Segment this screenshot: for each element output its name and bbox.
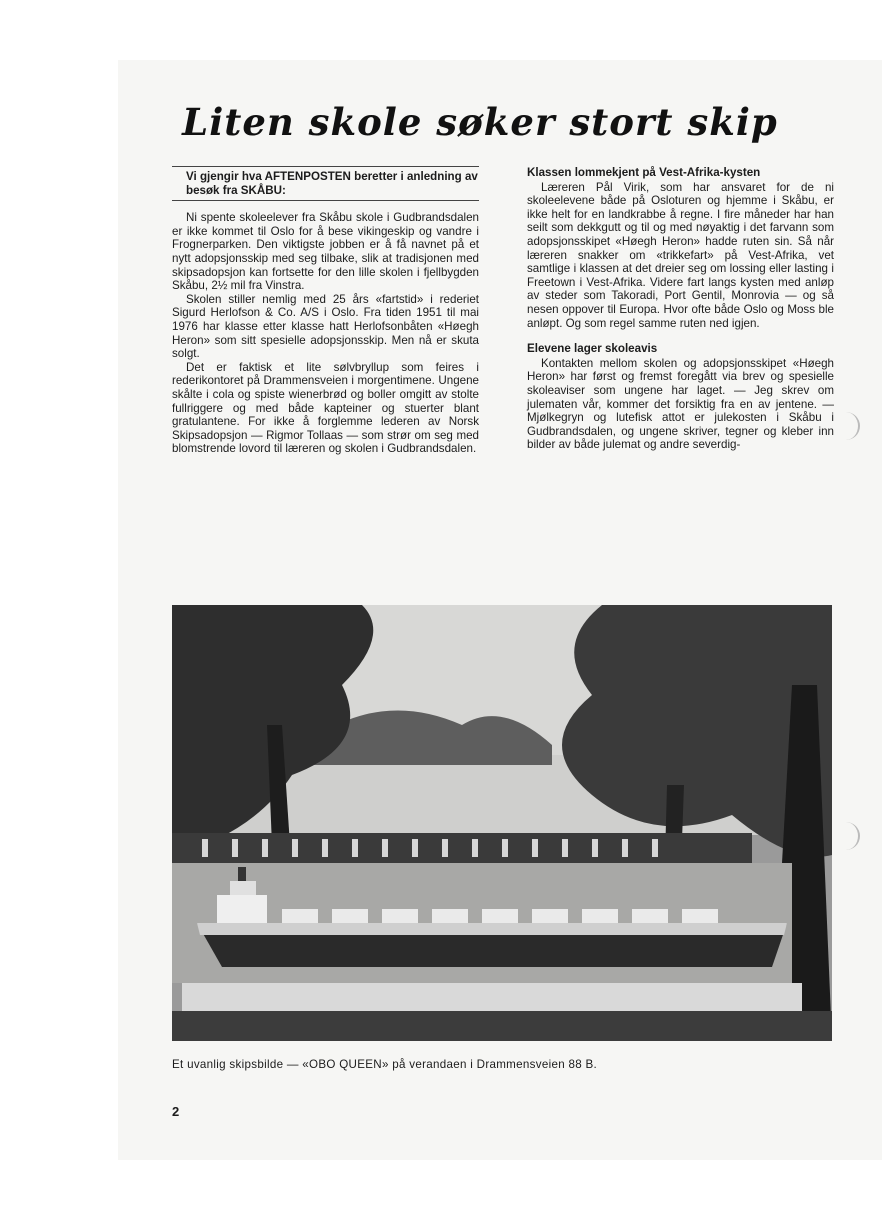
paragraph: Skolen stiller nemlig med 25 års «fartstid» i rederiet Sigurd Herlofson & Co. A/S i Oslo. Fra tiden 1951 til mai 1976 har klasse etter klasse hatt Herlofsonbåten «Høegh Heron» som sitt spesielle adopsjonsskip. Men nå er skuta solgt.	[172, 292, 479, 361]
photo-illustration	[172, 605, 832, 1041]
photo-caption: Et uvanlig skipsbilde — «OBO QUEEN» på verandaen i Drammensveien 88 B.	[172, 1058, 598, 1071]
right-column	[527, 166, 834, 452]
intro-text: Vi gjengir hva AFTENPOSTEN beretter i anledning av besøk fra SKÅBU:	[172, 166, 479, 201]
page-number: 2	[172, 1104, 180, 1119]
article-title: Liten skole søker stort skip	[182, 100, 778, 144]
paragraph: Kontakten mellom skolen og adopsjonsskipet «Høegh Heron» har først og fremst foregått via brev og spesielle skoleaviser som ungene har laget. — Jeg skrev om julematen vår, kommer det forsiktig fra en av jentene. — Mjølkegryn og lutefisk attot er julekosten i Skåbu i Gudbrandsdalen, og ungene skriver, tegner og kleber inn bilder av både julemat og andre severdig-	[527, 356, 834, 452]
paragraph: Ni spente skoleelever fra Skåbu skole i Gudbrandsdalen er ikke kommet til Oslo for å bese vikingeskip og vandre i Frognerparken. Den viktigste jobben er å få navnet på et nytt adopsjonsskip med seg tilbake, slik at tradisjonen med skipsadopsjon kan fortsette for den lille skolen i fjellbygden Skåbu, 2½ mil fra Vinstra.	[172, 211, 479, 293]
left-column	[172, 166, 479, 456]
paragraph: Læreren Pål Virik, som har ansvaret for de ni skoleelevene både på Osloturen og hjemme i Skåbu, er ikke helt for en landkrabbe å regne. I fire måneder har han seilt som dekkgutt og til og med nøyaktig i det farvann som adopsjonsskipet «Høegh Heron» hadde ruten sin. Så når læreren snakker om «trikkefart» på Vest-Afrika, vet samtlige i klassen at det dreier seg om lossing eller lasting i Freetown i Vest-Afrika. Videre fart langs kysten med anløp av steder som Takoradi, Port Gentil, Monrovia — og så nesen oppover til Europa. Hvor ofte både Oslo og Moss ble anløpt. Og som regel samme ruten ned igjen.	[527, 180, 834, 330]
paragraph: Det er faktisk et lite sølvbryllup som feires i rederikontoret på Drammensveien i morgentimene. Ungene skålte i cola og spiste wienerbrød og boller omgitt av stolte fullriggere og med både kapteiner og stuerter blant gratulantene. For ikke å forglemme lederen av Norsk Skipsadopsjon — Rigmor Tollaas — som strør om seg med blomstrende lovord til læreren og skolen i Gudbrandsdalen.	[172, 360, 479, 456]
ship-model-photo	[172, 605, 832, 1041]
section-heading: Elevene lager skoleavis	[527, 342, 658, 356]
section-heading: Klassen lommekjent på Vest-Afrika-kysten	[527, 166, 761, 179]
